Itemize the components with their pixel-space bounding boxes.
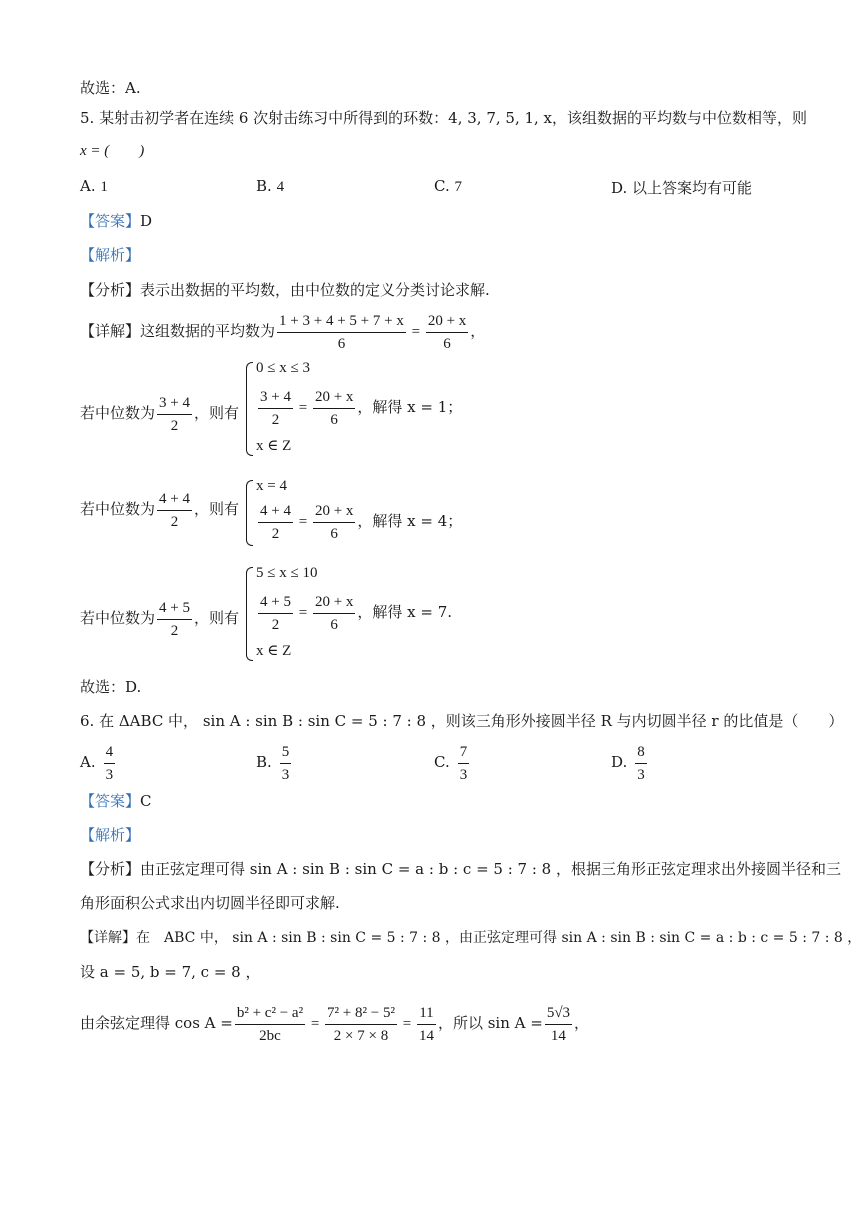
q5-xiangjie: 【详解】这组数据的平均数为 $\frac{1 + 3 + 4 + 5 + 7 + x}{6}$ = $\frac{20 + x}{6}$ ，: [80, 308, 485, 355]
case-1: 若中位数为 $\frac{3 + 4}{2}$ ，则有 0 ≤ x ≤ 3 $\frac{3 + 4}{2}$ = $\frac{20 + x}{6}$ ，解得 x = 1； x ∈ Z: [80, 360, 463, 454]
mean-fraction: $\frac{1 + 3 + 4 + 5 + 7 + x}{6}$: [277, 310, 406, 355]
q6-xiangjie-line1: 【详解】在 ABC 中， sin A : sin B : sin C = 5 : 7 : 8 ，由正弦定理可得 sin A : sin B : sin C = a : b : c = 5 : 7 : 8 ，: [80, 930, 862, 946]
q6-xiangjie-line2: 设 a = 5, b = 7, c = 8 ，: [80, 963, 261, 981]
q5-answer: 【答案】D: [80, 212, 153, 230]
q5-option-d[interactable]: D. 以上答案均有可能: [611, 179, 753, 197]
answer-label: 【答案】: [80, 212, 141, 230]
brace: [246, 567, 253, 661]
q6-option-c[interactable]: C. $\frac{7}{3}$: [434, 740, 471, 786]
q5-fenxi: 【分析】表示出数据的平均数，由中位数的定义分类讨论求解.: [80, 281, 490, 299]
q6-option-b[interactable]: B. $\frac{5}{3}$: [256, 740, 293, 786]
q5-conclusion: 故选：D.: [80, 678, 142, 696]
case-2: 若中位数为 $\frac{4 + 4}{2}$ ，则有 x = 4 $\frac{4 + 4}{2}$ = $\frac{20 + x}{6}$ ，解得 x = 4；: [80, 478, 780, 548]
q6-answer: 【答案】C: [80, 792, 152, 810]
q5-option-c[interactable]: C. 7: [434, 177, 462, 195]
q6-stem: 6. 在 ΔABC 中， sin A : sin B : sin C = 5 : 7 : 8 ，则该三角形外接圆半径 R 与内切圆半径 r 的比值是（ ）: [80, 712, 844, 730]
previous-conclusion: 故选：A.: [80, 79, 141, 97]
q6-fenxi-line2: 角形面积公式求出内切圆半径即可求解.: [80, 894, 340, 912]
q5-stem-line1: 5. 某射击初学者在连续 6 次射击练习中所得到的环数：4, 3, 7, 5, 1, x，该组数据的平均数与中位数相等，则: [80, 109, 808, 127]
q5-option-b[interactable]: B. 4: [256, 177, 285, 195]
case-3: 若中位数为 $\frac{4 + 5}{2}$ ，则有 5 ≤ x ≤ 10 $\frac{4 + 5}{2}$ = $\frac{20 + x}{6}$ ，解得 x = 7. x ∈ Z: [80, 565, 453, 659]
mean-rhs-fraction: $\frac{20 + x}{6}$: [426, 310, 468, 355]
q6-cosine-formula: 由余弦定理得 cos A = $\frac{\text{b² + c² − a²}}{2bc}$ = $\frac{\text{7² + 8² − 5²}}{2 \times 7 \times 8}$ = $\frac{11}{14}$ ，所以 sin A = $\frac{5√3}{14}$ ，: [80, 1000, 589, 1047]
q5-analysis-label: 【解析】: [80, 246, 141, 264]
q6-option-a[interactable]: A. $\frac{4}{3}$: [80, 740, 117, 786]
q6-analysis-label: 【解析】: [80, 826, 141, 844]
q5-stem-line2: x = ( ): [80, 143, 145, 159]
q6-option-d[interactable]: D. $\frac{8}{3}$: [611, 740, 649, 786]
answer-label: 【答案】: [80, 792, 141, 810]
q6-fenxi-line1: 【分析】由正弦定理可得 sin A : sin B : sin C = a : b : c = 5 : 7 : 8 ，根据三角形正弦定理求出外接圆半径和三: [80, 860, 841, 878]
brace: [246, 362, 253, 456]
brace: [246, 480, 253, 546]
q5-option-a[interactable]: A. 1: [80, 177, 108, 195]
